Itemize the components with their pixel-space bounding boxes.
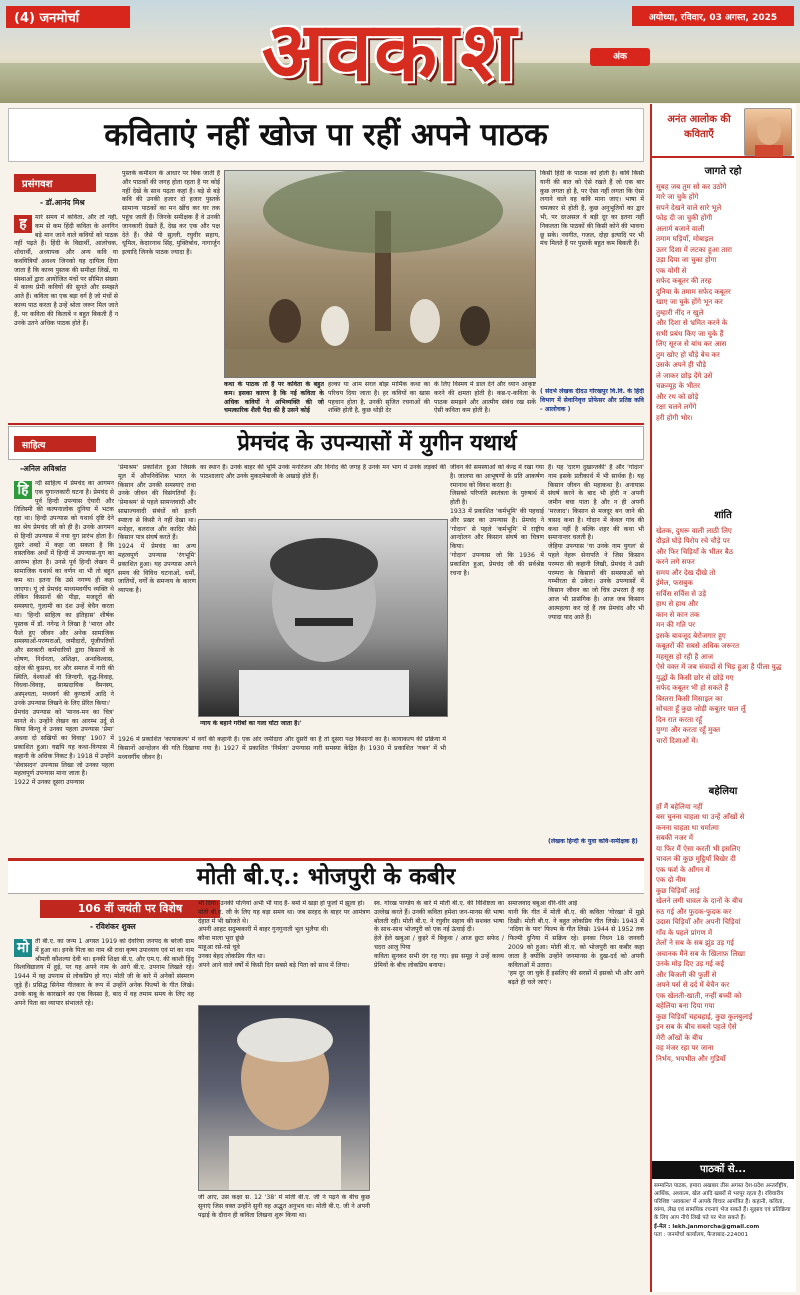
moti-ba-portrait-image bbox=[199, 1006, 370, 1191]
article2-credit: (लेखक हिन्दी के युवा कवि-समीक्षक है) bbox=[548, 838, 638, 845]
notice-body bbox=[654, 1182, 792, 1290]
moti-ba-portrait bbox=[198, 1005, 370, 1191]
article1-credit: ( संदर्भ लेखक दीदउ गोरखपुर वि.वि. के हिंदी विभाग में सेवानिवृत्त प्रोफेसर और प्रतिष्ठ कवि - आलोचक ) bbox=[540, 388, 644, 413]
article3-section-banner: 106 वीं जयंती पर विशेष bbox=[40, 900, 220, 918]
article1-section-tag: प्रसंगवश bbox=[14, 174, 96, 192]
poem-1-title: जागते रहो bbox=[704, 166, 742, 177]
premchand-portrait bbox=[198, 519, 448, 717]
poem-3-text: हाँ मैं बहेलिया नहीं बस चुनना चाहता था उन्हें आँखों से कनना चाहता था धर्मात्मा सबकी नजर में या फिर मैं ऐसा करती भी इसलिए चावल की कुछ मुट्ठियाँ बिखेर दी एक फर्श के आँगन में एक दो नीम कुछ चिड़ियाँ आई खेलने लगी चावल के दानों के बीच रुठ गई और फुदक-फुदक कर उदास चिड़ियाँ और अपनी चिड़ियां गाँव के पहले प्रांगण में तेलों ने सब के सब झुंड उड़ गई अचानक मैंने सब के खिलाफ़ लिखा उनके मोड़ दिए उड़ गई कई और बिजली की फुर्ती से अपने पर्स से दर्द में बेचैन कर एक खेलती-खाती, नन्हीं बच्ची को बहेलिया बना दिया गया कुछ चिड़ियाँ चहचहाई, कुछ कुलबुलाईं इन सब के बीच सबसे पहले ऐसे मेरी आँखों के बीच वह मंजर रहा पर जाना निर्भय, भयभीत और गुडियाँ bbox=[656, 802, 753, 1063]
date-line: अयोध्या, रविवार, 03 अगस्त, 2025 bbox=[632, 6, 794, 26]
divider bbox=[8, 423, 644, 425]
article2-column-4: जीवन की समस्याओं को केन्द्र में रखा गया है। जालपा का आभूषणों के प्रति आकर्षण रमानाथ को विवश करता है। जिसको परिणति स्वतंत्रता के पुरुषार्थ में होती है। 1933 में प्रकाशित 'कर्मभूमि' की पहचाई और प्रखर का उपन्यास है। प्रेमचंद ने 'गोदान' से पहले 'कर्मभूमि' में राष्ट्रीय आन्दोलन और किसान संघर्ष का चित्रण किया। 'गोदान' उपन्यास जो कि 1936 में प्रकाशित हुआ, प्रेमचंद जी की सर्वश्रेष्ठ रचना है। bbox=[450, 464, 544, 577]
article3-dropcap: मो bbox=[14, 939, 32, 957]
article2-column-2b: 1926 में प्रकाशित 'कायाकल्प' में वर्गों की कहानी है। एक ओर जमींदारा और दूसरी का है तो दूसरा पक्ष किसानों का है। कायाकल्प की प्रक्रिया में किसानों आन्दोलन की गति दिखाया गया है। 1927 में प्रकाशित 'निर्मला' उपन्यास नारी समस्या केंद्रित है। 1930 में प्रकाशित 'गबन' में भी मध्यवर्गीय जीवन है। bbox=[118, 736, 446, 761]
article1-headline: कविताएं नहीं खोज पा रहीं अपने पाठक bbox=[8, 108, 644, 162]
article2-dropcap: हि bbox=[14, 481, 32, 499]
masthead-sub-badge: अंक bbox=[590, 48, 650, 66]
article3-column-2: भी दिया। उनकी पत्नियां अभी भी याद हैं- बर्मा में खड़ा हो फूलों में झूला हो। मोती बी.ए. जी के लिए यह बड़ा समय था। जब सरहद के बाहर पर आमंत्रण देहात में भी खोजते थे। अपनी आहट सदुम्बकारी में बाहर गुनगुनाती भूल भुलैया थी। कौथा माला भूरा छूंछे माहूआ रसे-रसे चूवे उनका बेहद लोकप्रिय गीत था। अपने आने वाले वर्षों में किसी दिन सबसे बड़े पिता को साथ में लिया। bbox=[198, 900, 370, 969]
villagers-under-tree-image bbox=[225, 171, 536, 378]
notice-email: ई-मेल : lekh.janmorcha@gmail.com bbox=[654, 1223, 760, 1230]
article3-byline: - रविशंकर शुक्ल bbox=[90, 922, 136, 931]
article1-photo-caption: कथा के पाठक तो हैं पर कविता के बहुत कम। इसका कारण है कि नई कविता के अधिक कवियों ने अभिव्यक्ति की जो चमत्कारिक शैली पैदा की है उसने कोई bbox=[224, 381, 324, 415]
article2-photo-caption: न्याय के बहाने गरीबों का गला घोंटा जाता है।' bbox=[200, 720, 302, 727]
article1-column-4b: के लिए विस्मय में डाल देने और ध्यान आकृष्ट करने की क्षमता होती है। कब्र-ए-कविता के पाठक समझने और आत्मीय संबंध रख सकें ऐसी कविता कम होती है। bbox=[434, 381, 536, 415]
notice-address: पता : जनमोर्चा कार्यालय, फैजाबाद-224001 bbox=[654, 1231, 749, 1238]
article2-byline: -अनिल अविश्रांत bbox=[20, 464, 67, 473]
article3-column-5: समाजवाद बबुआ धीरे-धीरे आई यानी कि गीत में मोती बी.ए. की कविता 'गोरखा' में मुझे दिखी। मोती बी.ए. ने बहुत लोकप्रिय गीत लिखे। 1943 में 'नदिया के पार' फिल्म के गीत लिखे। 1944 से 1952 तक फिल्मी दुनिया में सक्रिय रहे। इनका निधन 18 जनवरी 2009 को हुआ। मोती बी.ए. को भोजपुरी का कबीर कहा जाता है क्योंकि उन्होंने जनमानस के दुख-दर्द को अपनी कविताओं में उतारा। 'हम दूर जा चुके हैं इसलिए की सरसों में इसको भी और आगे बढ़ते ही चले जाएं'। bbox=[508, 900, 644, 987]
poem-1-text: सुबह जब तुम सो कर उठोगे मारे जा चुके होंगे सपने देखने वाले सारे भूले फोड़ दी जा चुकी होंगी अलार्म बजाने वाली तमाम घड़ियाँ, मोबाइल उतर दिशा में लटका हुआ तारा उड़ा दिया जा चुका होगा एक योगी से सफेद कबूतर की तरह दुनिया के तमाम सफेद कबूतर खाए जा चुके होंगे भून कर तुम्हारी नींद न खुले और दिशा से भ्रमित करने के सभी प्रबंध किए जा चुके हैं लिए सूरज से बांध कर आस तुम खोए हो चौड़े बेच कर उसके अपने ही चौड़े ले जाकर छोड़ देंगे उसे चक्रव्यूह के भीतर और रथ को छोड़े रक्षा चलने लगेंगे हरी होगी भोर। bbox=[656, 182, 732, 422]
article1-col1-text: मारे समय में कविता, और तो नहीं, कम से कम हिंदी कविता के अनगिन बड़े मान जाने वाले कवियों को पाठक नहीं पढ़ते हैं। हिंदी के विद्यार्थी, आलोचक, शोधार्थी, अध्यापक और अन्य कवि या कवयित्रियाँ अवश्य जिनको यह दायित्व दिया जाता है कि काव्य पुस्तक की समीक्षा लिखें, या संस्थाओं द्वारा आयोजित मंचों पर सीमित संख्या में काव्य प्रेमी कवियों की सुनते और समझते आते हैं। कविता का एक बड़ा वर्ग है जो मंचों से काव्य पाठ करता है उन्हें श्रोता जरूर मिल जाते हैं, पर कविता की किताबें न बहुत बिकती हैं न उनके उतने अधिक पाठक होते हैं। bbox=[14, 214, 118, 327]
article1-column-4a: हल्का या आम सरल बोझ मार्मिक कथा का परिचय दिया जाता है। हर कवियों का खास पहचान होता है, उनकी सृजित रचनाओं की शक्ति होती है, कुछ थोड़ी देर bbox=[328, 381, 430, 415]
poet-avatar bbox=[744, 108, 792, 156]
article2-section-tag: साहित्य bbox=[14, 436, 96, 452]
premchand-portrait-image bbox=[199, 520, 448, 717]
poem-2-text: खेतक, दुधरू वाली लाठी लिए दौड़ते घोड़े पिरोय रचे चौड़े पर और फिर चिड़ियाँ के भीतर बैठ करने लगे सफर समय और देख दीखे तो ईमेल, फसबुक सर्विस सर्विस से उड़े हाथ से हाथ और कान से कान तक मन की गति पर इसके बावजूद बेरोजगार हुए कबूतरों की सबसे अधिक जरूरत महसूस हो रही है आज ऐसे वक्त में जब संवादों से भिड़ हुआ है पीला युद्ध युद्धों के किसी छोर से छोड़े गए सफेद कबूतर भी हो सकते हैं बिस्तरा किसी मिसाइल का सोचता हूँ कुछ जोड़ी कबूतर पाल लूँ दिन रात करता रहूँ युग्गा और करता रहूँ मुक्त चारों दिशाओं में। bbox=[656, 526, 782, 745]
article3-headline: मोती बी.ए.: भोजपुरी के कबीर bbox=[8, 858, 644, 894]
article2-col1-text: न्दी साहित्य में प्रेमचंद का आगमन एक युगान्तकारी घटना है। प्रेमचंद से पूर्व हिन्दी उपन्यास ऐयारी और तिलिस्मी की कल्पनालोक दुनिया में भटक रहा था। हिन्दी उपन्यास को यथार्थ दृष्टि देने का श्रेय प्रेमचंद जी को ही है। उनके आगमन से हिन्दी उपन्यास में नया युग प्रारंभ होता है। दूसरे शब्दों में कहा जा सकता है कि वास्तविक अर्थों में हिन्दी में उपन्यास-युग का आरम्भ होता है। उनसे पूर्व हिन्दी लेखन में सामाजिक यथार्थ का वर्णन था भी तो बहुत कम था। इतना कि उसे नगण्य ही कहा जाएगा। यूं तो प्रेमचंद माध्यमवर्गीय व्यक्ति थे लेकिन किसानों की पीड़ा, मजदूरों की समस्याएं, गुलामी का दंश उन्हें बेचैन करता था। 'हिन्दी साहित्य का इतिहास' शीर्षक पुस्तक में डॉ. नगेन्द्र ने लिखा है 'भारत और फैले हुए जीवन और अनेक सामाजिक समस्याओं-परम्पराओं, जमीदारों, पूंजीपतियों और सरकारी कर्मचारियों द्वारा किसानों के शोषण, निर्धनता, अशिक्षा, अन्धविश्वास, दहेज की कुप्रथा, घर और समाज में नारी की स्थिति, वेश्याओं की जिन्दगी, वृद्ध-विवाह, विधवा-विवाह, साम्प्रदायिक वैमनस्य, अस्पृश्यता, मध्यवर्ग की कुण्ठायें आदि ने उनके उपन्यास लिखने के लिए प्रेरित किया।' प्रेमचंद उपन्यास को 'मानव-मन का चित्र' मानते थे। उन्होंने लेखन का आरम्भ उर्दू से किया किन्तु वे उनका पहला उपन्यास 'प्रेमा' अथवा दो सखियों का विवाह' 1907 में प्रकाशित हुआ। यद्यपि यह कथा-विन्यास में कहानी के अधिक निकट है। 1918 में उन्होंने 'सेवासदन' उपन्यास लिखा जो उनका पहला महत्वपूर्ण उपन्यास माना जाता है। 1922 में उनका दूसरा उपन्यास bbox=[14, 480, 114, 787]
poem-3-title: बहेलिया bbox=[708, 786, 738, 797]
article3-col1-text: ती बी.ए. का जन्म 1 अगस्त 1919 को देवरिया जनपद के बरेजी ग्राम में हुआ था। इनके पिता का नाम श्री राधा कृष्ण उपाध्याय एवं मां का नाम श्रीमती कौशल्या देवी था। इनकी शिक्षा बी.ए. और एम.ए. की काशी हिंदू विश्वविद्यालय में हुई, पर यह अपने नाम के आगे बी.ए. उपनाम लिखते रहे। 1944 में वह उपनाम से लोकप्रिय हो गए। मोती जी के बारे में अनेकों संस्मरण जुड़े हैं। प्रसिद्ध सिनेमा गीतकार के रूप में उन्होंने अनेक फिल्मों के गीत लिखे। उनके बाबू के कारखाने का एक किस्सा है, बाद में वह तमाम समय के लिए वह अपने पिता का व्यापार संभालते रहे। bbox=[14, 938, 194, 1007]
article2-column-3a: का स्थान है। उनके बाहर की भूमि उनके मनोरंजन और विनोद की जगह है उनके मन भाग में उनके लड़कों की पाठशालाएं और उनके मुकदमेबाजी के अखाड़े होते हैं। bbox=[200, 464, 446, 480]
page-badge: (4) जनमोर्चा bbox=[6, 6, 130, 28]
article2-column-5: है। यह 'दारण दुखान्तकी' है और 'गोदान' नाम इसके प्रतीकार्थ में भी सार्थक है। यह किसान जीवन की महाकथा है। अनायास संघर्ष करने के बाद भी होरी न अपनी जमीन बचा पाता है और न ही अपनी 'मरजाद'। किसान से मजदूर बन जाने की त्रासद कथा है। गोदान में केवल गांव की कथा नहीं है बल्कि शहर की कथा भी समानान्तर चलती है। जेहिया उपन्यास 'या उनके नाम युगल' से पहले नेहरू सेनापति ने जिस किसान परम्परा की कहानी लिखी, प्रेमचंद ने उसी परम्परा के किसानों की समस्याओं को गम्भीरता से उकेरा। उनके उपन्यासों में किसान जीवन का जो चित्र उभरता है वह आज भी प्रासंगिक है। आज जब किसान आत्महत्या कर रहे हैं तब प्रेमचंद और भी ज्यादा याद आते हैं। bbox=[548, 464, 644, 621]
article1-column-2: पुस्तकें कमीशन के आधार पर बिक जाती हैं और पाठकों की जगह होता रहता है पर कोई नहीं देखे के साथ पढ़ता कहां है। बड़े से बड़े कवि की उनकी हजार दो हजार पुस्तकें सामान्य पाठकों का मन खींच कर घर तक पहुंच जाती हैं। जिनके समीक्षक हैं वे उनकी जानकारी देखते हैं, देख कर एक और पक्ष देते हैं। जैसे पी सुल्ली, रघुवीर सहाय, धूमिल, केदारनाथ सिंह, मुक्तिबोध, नागार्जुन इत्यादि जिनके पाठक ज्यादा हैं। bbox=[122, 170, 220, 257]
article3-column-4: स्व. गोरख पाण्डेय के बारे में मोती बी.ए. की विशिष्टता का उल्लेख करते हैं। उनकी कविता हमेशा जन-मानस की भाषा बोलती रही। मोती बी.ए. ने रघुवीर सहाय की सशक्त भाषा के साथ-साथ भोजपुरी को एक नई ऊंचाई दी। हेले हेले खबुआ / कुइरे में बिकुवा / आज छुटा सफेद / चदरा आजु पिया कविता सुनकर सभी दंग रह गए। इस समूह ने उन्हें काव्य प्रेमियों के बीच लोकप्रिय बनाया। bbox=[374, 900, 504, 969]
article3-column-1 bbox=[14, 938, 194, 1288]
article1-column-1 bbox=[14, 214, 118, 420]
masthead-title: अवकाश bbox=[261, 4, 519, 100]
article1-column-5: किसी हिंदी के पाठक को होती है। कवि किसी यानी की बात को ऐसे रखते हैं जो एक बार कुछ लगता हो है, पर ऐसा नहीं लगता कि ऐसा लगाने वाले वह कवि माना जाए। भाषा में चमत्कार से होती है, कुछ अनुभूतियों का द्वार भी, पर दरअसल ये बड़ी दूर का इतना नहीं निकलता कि पाठकों की किसी कोने की भावना छू सके। नवगीत, गजल, दोहा इत्यादि पर भी मंच मिलते हैं पर पुस्तकें बहुत कम बिकती हैं। bbox=[540, 170, 644, 248]
article2-column-2a: 'प्रेमाश्रम' प्रकाशित हुआ जिसके मूल में औपनिवेशिक भारत के किसान और उनकी समस्याएं तथा उनके जीवन की विसंगतियाँ हैं। 'प्रेमाश्रम' से पहले सामन्तवादी और साम्राज्यवादी संबंधों को इतनी स्पष्टता से किसी ने नहीं देखा था। मनोहर, बलराज और कादिर जैसे किसान पात्र संघर्ष करते हैं। 1924 में प्रेमचंद का अन्य महत्वपूर्ण उपन्यास 'रंगभूमि' प्रकाशित हुआ। यह उपन्यास अपने समय की विविध घटनाओं, धर्मों, जातियों, वर्गों के समन्वय के कारण व्यापक है। bbox=[118, 464, 196, 595]
article1-photo bbox=[224, 170, 536, 378]
article1-byline: - डॉ.आनंद मिश्र bbox=[40, 198, 85, 207]
poet-face-image bbox=[745, 109, 793, 157]
article1-dropcap: ह bbox=[14, 215, 32, 233]
poem-2-title: शांति bbox=[714, 510, 732, 521]
sidebar-title: अनंत आलोक की कविताएँ bbox=[667, 114, 731, 140]
article2-column-1 bbox=[14, 480, 114, 852]
article2-headline: प्रेमचंद के उपन्यासों में युगीन यथार्थ bbox=[237, 430, 517, 456]
article3-column-3: जी आए, उस कक्षा स. 12 '38' में मोती बी.ए. जी ने पढ़ने के बीच कुछ सुनाएं जिस वक्त उन्होंने सुनी वह अद्भुत अनुभव था। मोती बी.ए. जी ने अपनी पढ़ाई के दौरान ही कविता लिखना शुरू किया था। bbox=[198, 1194, 370, 1219]
notice-title: पाठकों से... bbox=[652, 1161, 794, 1179]
notice-text: सम्मानित पाठक, हमारा अखबार तीस अगस्त देश-प्रदेश अन्तर्राष्ट्रीय, आर्थिक, अध्यात्म, खेल आदि खबरों से भरपूर रहता है। रविवारीय परिशिष्ट 'अवकाश' में आपके विचार आमंत्रित हैं। कहानी, कविता, व्यंग्य, लेख एवं सामयिक रचनाएं भेज सकते हैं। सुझाव एवं प्रतिक्रिया के लिए आप नीचे लिखे पते पर भेज सकते हैं। bbox=[654, 1183, 791, 1222]
